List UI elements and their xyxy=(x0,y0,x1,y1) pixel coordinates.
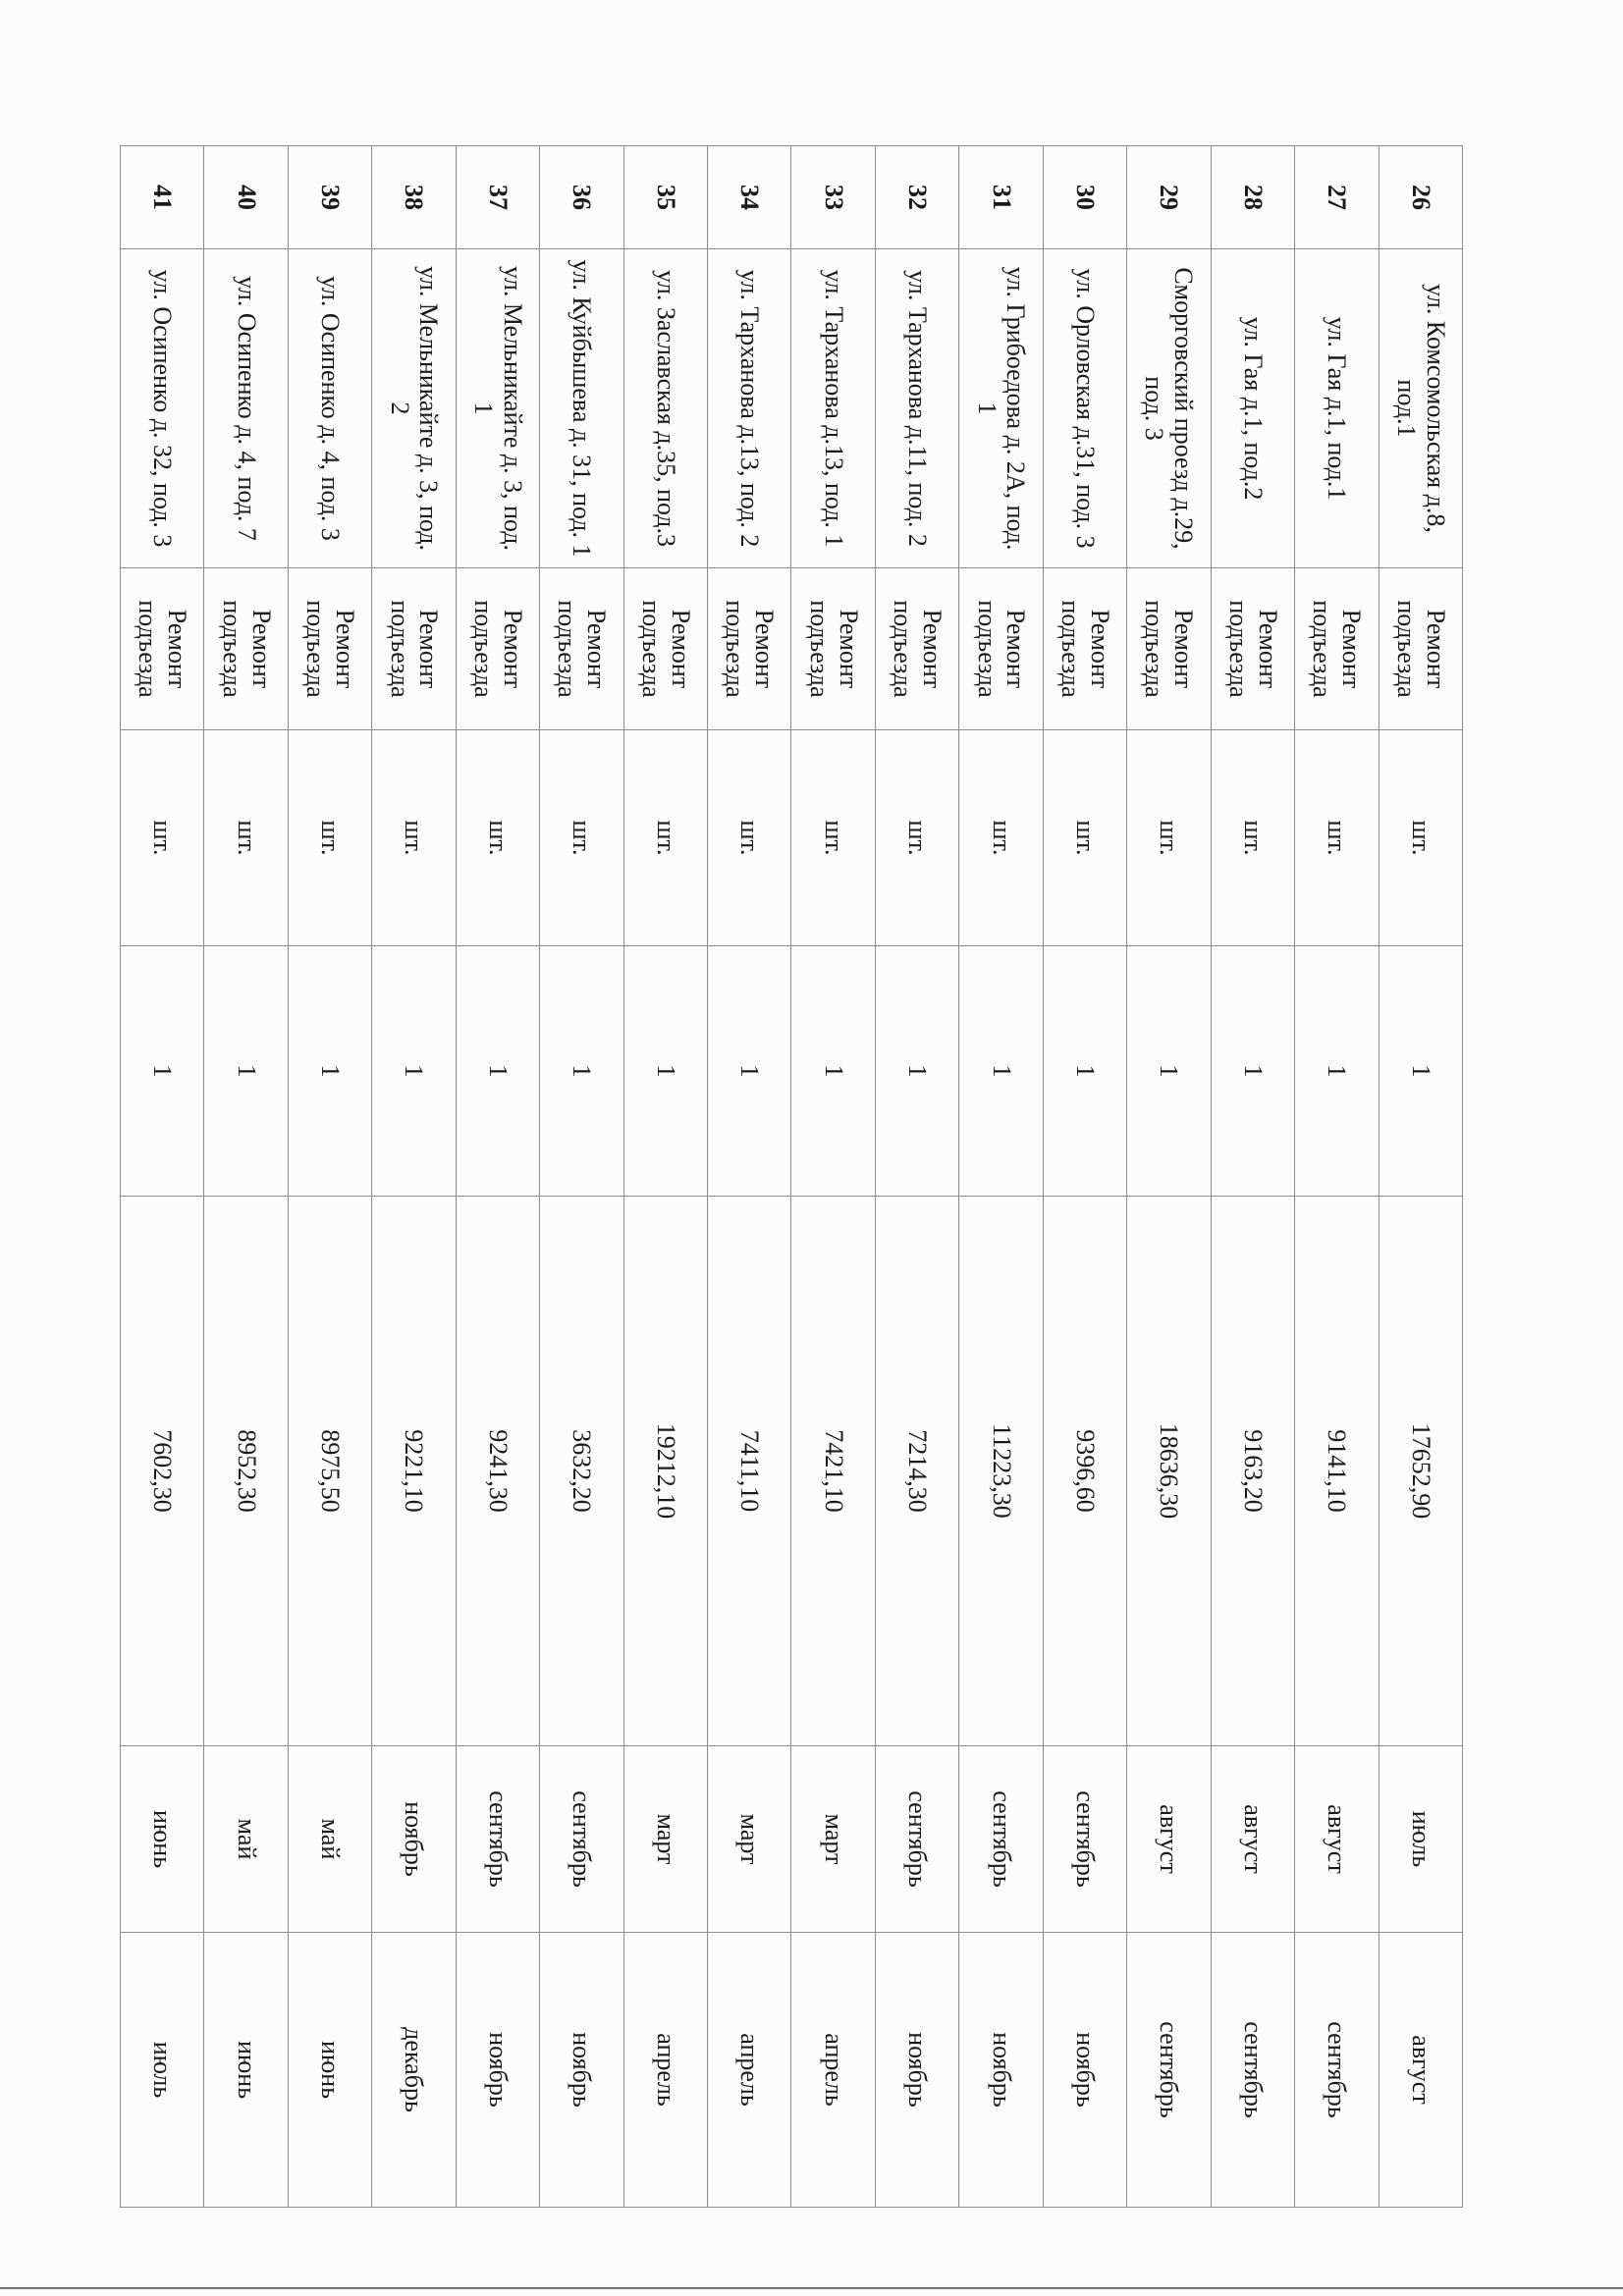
start-month-cell: март xyxy=(791,1746,875,1933)
unit-cell: шт. xyxy=(1211,730,1294,946)
unit-cell: шт. xyxy=(288,730,371,946)
start-month-cell: июнь xyxy=(121,1746,204,1933)
row-number: 30 xyxy=(1043,146,1126,249)
end-month-cell: ноябрь xyxy=(540,1933,623,2208)
row-number: 28 xyxy=(1211,146,1294,249)
quantity-cell: 1 xyxy=(708,946,791,1197)
table-row xyxy=(959,146,1043,2208)
row-number: 40 xyxy=(204,146,288,249)
unit-cell: шт. xyxy=(456,730,539,946)
cost-cell: 7602,30 xyxy=(121,1197,204,1746)
unit-cell: шт. xyxy=(1043,730,1126,946)
work-type-cell: Ремонт подъезда xyxy=(708,568,791,730)
unit-cell: шт. xyxy=(959,730,1043,946)
end-month-cell: ноябрь xyxy=(456,1933,539,2208)
table-row xyxy=(708,146,791,2208)
start-month-cell: сентябрь xyxy=(1043,1746,1126,1933)
cost-cell: 7411,10 xyxy=(708,1197,791,1746)
cost-cell: 3632,20 xyxy=(540,1197,623,1746)
unit-cell: шт. xyxy=(1379,730,1462,946)
start-month-cell: сентябрь xyxy=(875,1746,958,1933)
address-cell: ул. Гая д.1, под.2 xyxy=(1211,249,1294,568)
quantity-cell: 1 xyxy=(204,946,288,1197)
end-month-cell: апрель xyxy=(791,1933,875,2208)
row-number: 38 xyxy=(372,146,456,249)
unit-cell: шт. xyxy=(204,730,288,946)
rotated-table-wrapper xyxy=(120,145,1463,2207)
work-type-cell: Ремонт подъезда xyxy=(623,568,707,730)
cost-cell: 11223,30 xyxy=(959,1197,1043,1746)
start-month-cell: сентябрь xyxy=(456,1746,539,1933)
table-row xyxy=(121,146,204,2208)
end-month-cell: апрель xyxy=(708,1933,791,2208)
unit-cell: шт. xyxy=(372,730,456,946)
repair-works-table xyxy=(120,145,1463,2208)
end-month-cell: декабрь xyxy=(372,1933,456,2208)
cost-cell: 9241,30 xyxy=(456,1197,539,1746)
start-month-cell: август xyxy=(1127,1746,1211,1933)
start-month-cell: ноябрь xyxy=(372,1746,456,1933)
address-cell: ул. Осипенко д. 32, под. 3 xyxy=(121,249,204,568)
unit-cell: шт. xyxy=(623,730,707,946)
work-type-cell: Ремонт подъезда xyxy=(1295,568,1379,730)
page-bottom-rule xyxy=(0,2287,1623,2289)
start-month-cell: август xyxy=(1295,1746,1379,1933)
unit-cell: шт. xyxy=(1127,730,1211,946)
address-cell: ул. Куйбышева д. 31, под. 1 xyxy=(540,249,623,568)
row-number: 34 xyxy=(708,146,791,249)
work-type-cell: Ремонт подъезда xyxy=(1379,568,1462,730)
unit-cell: шт. xyxy=(875,730,958,946)
cost-cell: 9396,60 xyxy=(1043,1197,1126,1746)
end-month-cell: июнь xyxy=(288,1933,371,2208)
row-number: 27 xyxy=(1295,146,1379,249)
start-month-cell: май xyxy=(288,1746,371,1933)
cost-cell: 7421,10 xyxy=(791,1197,875,1746)
start-month-cell: сентябрь xyxy=(959,1746,1043,1933)
address-cell: ул. Грибоедова д. 2А, под. 1 xyxy=(959,249,1043,568)
address-cell: Сморговский проезд д.29, под. 3 xyxy=(1127,249,1211,568)
work-type-cell: Ремонт подъезда xyxy=(204,568,288,730)
end-month-cell: июль xyxy=(121,1933,204,2208)
row-number: 29 xyxy=(1127,146,1211,249)
table-row xyxy=(540,146,623,2208)
work-type-cell: Ремонт подъезда xyxy=(540,568,623,730)
quantity-cell: 1 xyxy=(121,946,204,1197)
end-month-cell: июнь xyxy=(204,1933,288,2208)
table-row xyxy=(288,146,371,2208)
table-row xyxy=(1379,146,1462,2208)
work-type-cell: Ремонт подъезда xyxy=(959,568,1043,730)
work-type-cell: Ремонт подъезда xyxy=(1211,568,1294,730)
table-row xyxy=(204,146,288,2208)
work-type-cell: Ремонт подъезда xyxy=(791,568,875,730)
address-cell: ул. Гая д.1, под.1 xyxy=(1295,249,1379,568)
quantity-cell: 1 xyxy=(540,946,623,1197)
row-number: 31 xyxy=(959,146,1043,249)
cost-cell: 9221,10 xyxy=(372,1197,456,1746)
end-month-cell: апрель xyxy=(623,1933,707,2208)
end-month-cell: ноябрь xyxy=(1043,1933,1126,2208)
row-number: 37 xyxy=(456,146,539,249)
row-number: 41 xyxy=(121,146,204,249)
unit-cell: шт. xyxy=(708,730,791,946)
row-number: 33 xyxy=(791,146,875,249)
row-number: 35 xyxy=(623,146,707,249)
start-month-cell: март xyxy=(708,1746,791,1933)
table-row xyxy=(791,146,875,2208)
end-month-cell: сентябрь xyxy=(1127,1933,1211,2208)
quantity-cell: 1 xyxy=(1127,946,1211,1197)
cost-cell: 17652,90 xyxy=(1379,1197,1462,1746)
work-type-cell: Ремонт подъезда xyxy=(456,568,539,730)
table-row xyxy=(1043,146,1126,2208)
address-cell: ул. Тарханова д.13, под. 1 xyxy=(791,249,875,568)
work-type-cell: Ремонт подъезда xyxy=(121,568,204,730)
row-number: 26 xyxy=(1379,146,1462,249)
cost-cell: 8975,50 xyxy=(288,1197,371,1746)
work-type-cell: Ремонт подъезда xyxy=(1043,568,1126,730)
table-body xyxy=(121,146,1463,2208)
unit-cell: шт. xyxy=(1295,730,1379,946)
table-row xyxy=(456,146,539,2208)
quantity-cell: 1 xyxy=(623,946,707,1197)
table-row xyxy=(1127,146,1211,2208)
cost-cell: 18636,30 xyxy=(1127,1197,1211,1746)
address-cell: ул. Мельникайте д. 3, под. 2 xyxy=(372,249,456,568)
quantity-cell: 1 xyxy=(1043,946,1126,1197)
address-cell: ул. Тарханова д.11, под. 2 xyxy=(875,249,958,568)
quantity-cell: 1 xyxy=(1211,946,1294,1197)
end-month-cell: ноябрь xyxy=(959,1933,1043,2208)
unit-cell: шт. xyxy=(121,730,204,946)
quantity-cell: 1 xyxy=(1295,946,1379,1197)
row-number: 32 xyxy=(875,146,958,249)
cost-cell: 8952,30 xyxy=(204,1197,288,1746)
address-cell: ул. Заславская д.35, под.3 xyxy=(623,249,707,568)
start-month-cell: июль xyxy=(1379,1746,1462,1933)
work-type-cell: Ремонт подъезда xyxy=(875,568,958,730)
unit-cell: шт. xyxy=(791,730,875,946)
start-month-cell: сентябрь xyxy=(540,1746,623,1933)
cost-cell: 9163,20 xyxy=(1211,1197,1294,1746)
end-month-cell: ноябрь xyxy=(875,1933,958,2208)
address-cell: ул. Осипенко д. 4, под. 3 xyxy=(288,249,371,568)
quantity-cell: 1 xyxy=(875,946,958,1197)
quantity-cell: 1 xyxy=(959,946,1043,1197)
unit-cell: шт. xyxy=(540,730,623,946)
quantity-cell: 1 xyxy=(791,946,875,1197)
start-month-cell: август xyxy=(1211,1746,1294,1933)
end-month-cell: август xyxy=(1379,1933,1462,2208)
quantity-cell: 1 xyxy=(288,946,371,1197)
work-type-cell: Ремонт подъезда xyxy=(288,568,371,730)
cost-cell: 9141,10 xyxy=(1295,1197,1379,1746)
table-row xyxy=(1211,146,1294,2208)
address-cell: ул. Тарханова д.13, под. 2 xyxy=(708,249,791,568)
cost-cell: 7214,30 xyxy=(875,1197,958,1746)
work-type-cell: Ремонт подъезда xyxy=(1127,568,1211,730)
start-month-cell: март xyxy=(623,1746,707,1933)
start-month-cell: май xyxy=(204,1746,288,1933)
address-cell: ул. Мельникайте д. 3, под. 1 xyxy=(456,249,539,568)
table-row xyxy=(1295,146,1379,2208)
address-cell: ул. Осипенко д. 4, под. 7 xyxy=(204,249,288,568)
table-row xyxy=(623,146,707,2208)
row-number: 36 xyxy=(540,146,623,249)
end-month-cell: сентябрь xyxy=(1295,1933,1379,2208)
cost-cell: 19212,10 xyxy=(623,1197,707,1746)
quantity-cell: 1 xyxy=(456,946,539,1197)
work-type-cell: Ремонт подъезда xyxy=(372,568,456,730)
quantity-cell: 1 xyxy=(1379,946,1462,1197)
address-cell: ул. Комсомольская д.8, под.1 xyxy=(1379,249,1462,568)
row-number: 39 xyxy=(288,146,371,249)
quantity-cell: 1 xyxy=(372,946,456,1197)
address-cell: ул. Орловская д.31, под. 3 xyxy=(1043,249,1126,568)
table-row xyxy=(875,146,958,2208)
end-month-cell: сентябрь xyxy=(1211,1933,1294,2208)
table-row xyxy=(372,146,456,2208)
